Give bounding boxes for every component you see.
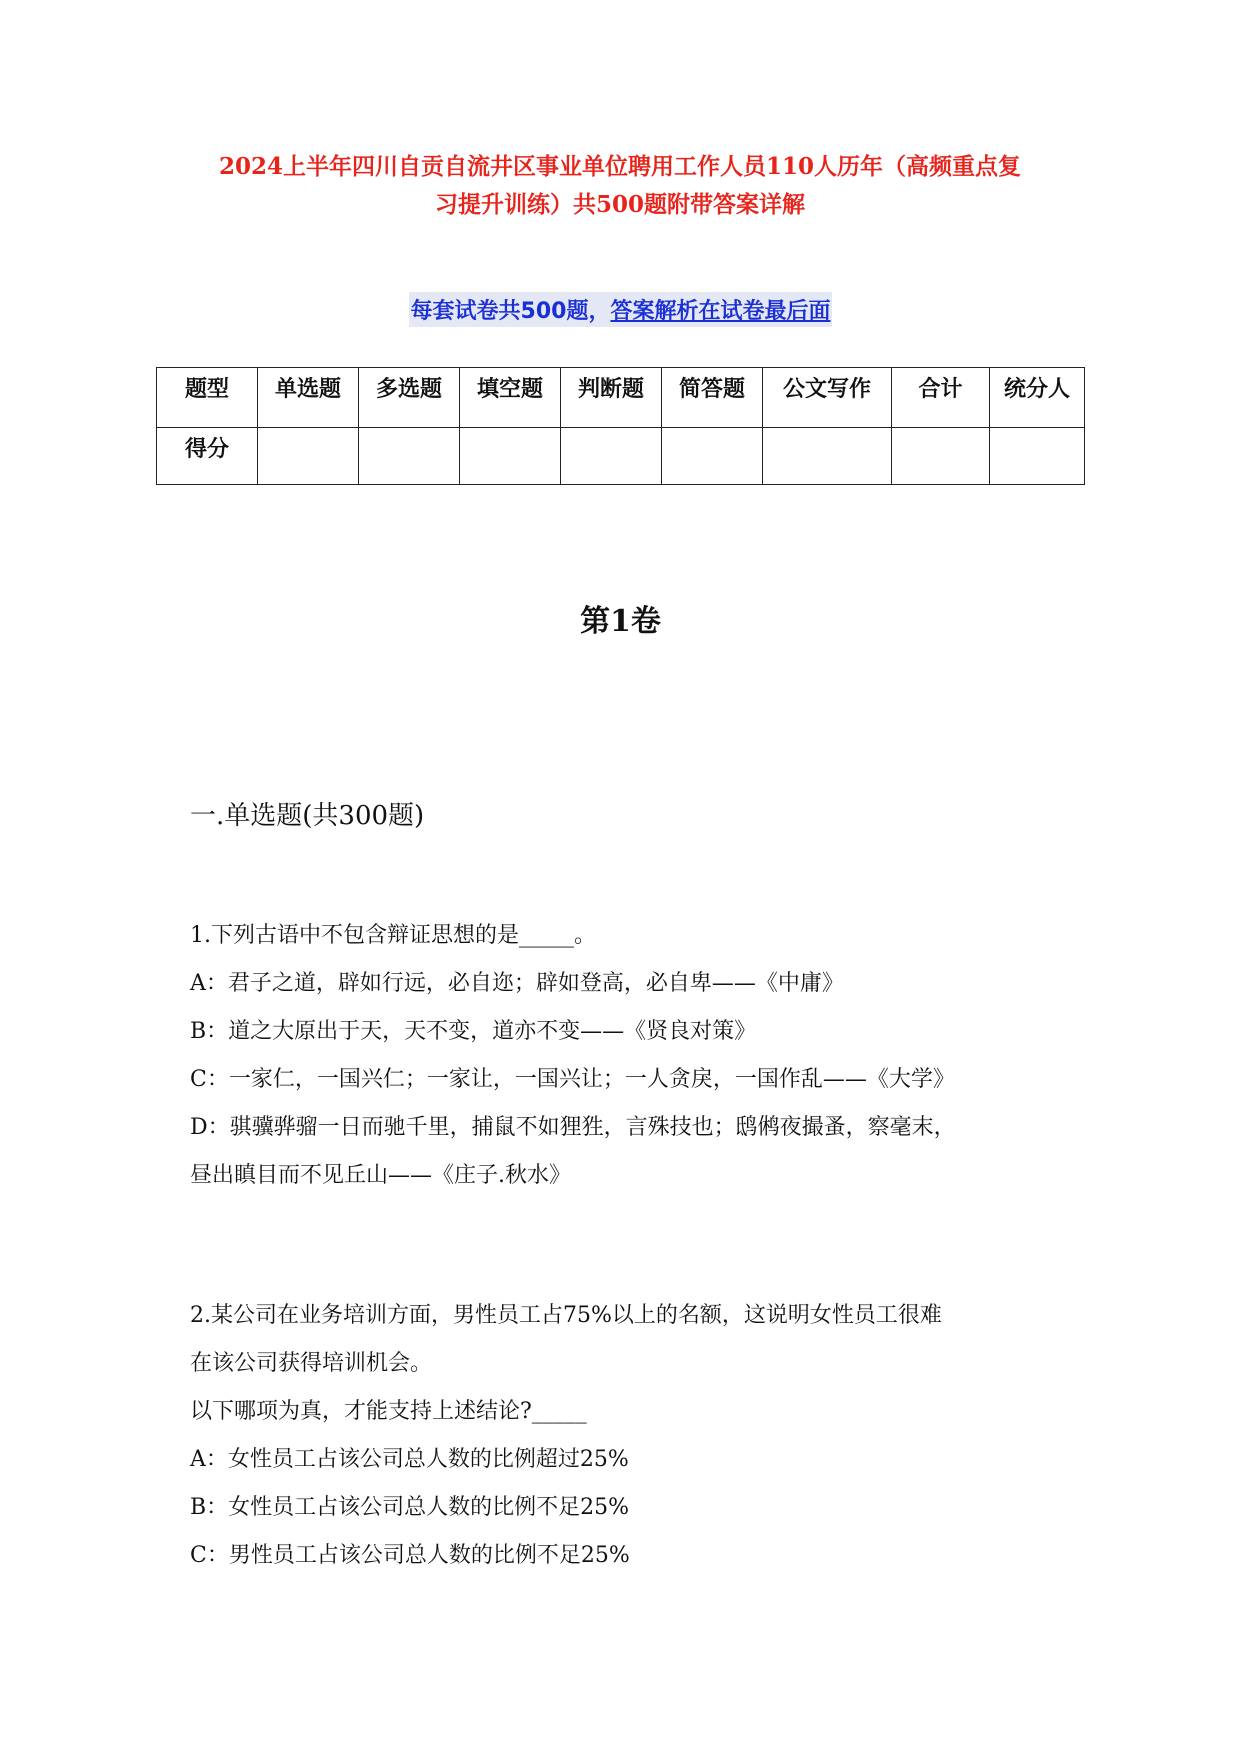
score-cell <box>359 428 460 485</box>
section-title: 一.单选题(共300题) <box>190 801 425 831</box>
title-line-1: 2024上半年四川自贡自流井区事业单位聘用工作人员110人历年（高频重点复 <box>218 153 1022 180</box>
notice-banner <box>409 292 833 327</box>
question-line: 2.某公司在业务培训方面，男性员工占75%以上的名额，这说明女性员工很难 <box>190 1303 942 1328</box>
score-cell <box>662 428 763 485</box>
question-1 <box>190 912 1070 1200</box>
header-cell: 判断题 <box>561 368 662 428</box>
header-cell: 题型 <box>157 368 258 428</box>
question-option: 昼出瞋目而不见丘山——《庄子.秋水》 <box>190 1163 571 1188</box>
score-cell <box>258 428 359 485</box>
score-cell <box>460 428 561 485</box>
notice-plain: 每套试卷共500题， <box>410 299 611 324</box>
score-cell <box>892 428 990 485</box>
notice-underlined: 答案解析在试卷最后面 <box>610 299 831 324</box>
question-option: A：女性员工占该公司总人数的比例超过25% <box>190 1447 629 1472</box>
question-option: B：道之大原出于天，天不变，道亦不变——《贤良对策》 <box>190 1019 757 1044</box>
score-table-header-row <box>157 368 1085 428</box>
title-line-2: 习提升训练）共500题附带答案详解 <box>434 191 805 218</box>
header-cell: 简答题 <box>662 368 763 428</box>
question-line: 以下哪项为真，才能支持上述结论?_____ <box>190 1399 587 1424</box>
question-option: A：君子之道，辟如行远，必自迩；辟如登高，必自卑——《中庸》 <box>190 971 844 996</box>
score-cell <box>990 428 1085 485</box>
question-line: 在该公司获得培训机会。 <box>190 1351 433 1376</box>
document-title <box>150 148 1090 224</box>
question-line: 1.下列古语中不包含辩证思想的是_____。 <box>190 923 596 948</box>
header-cell: 合计 <box>892 368 990 428</box>
header-cell: 统分人 <box>990 368 1085 428</box>
score-table-score-row <box>157 428 1085 485</box>
score-cell <box>763 428 892 485</box>
question-option: B：女性员工占该公司总人数的比例不足25% <box>190 1495 630 1520</box>
volume-title: 第1卷 <box>580 604 661 639</box>
question-option: C：男性员工占该公司总人数的比例不足25% <box>190 1543 630 1568</box>
notice-row <box>0 292 1241 327</box>
question-2 <box>190 1292 1070 1580</box>
header-cell: 填空题 <box>460 368 561 428</box>
score-table <box>156 367 1085 485</box>
score-row-label: 得分 <box>157 428 258 485</box>
score-cell <box>561 428 662 485</box>
header-cell: 多选题 <box>359 368 460 428</box>
question-option: C：一家仁，一国兴仁；一家让，一国兴让；一人贪戾，一国作乱——《大学》 <box>190 1067 955 1092</box>
question-option: D：骐骥骅骝一日而驰千里，捕鼠不如狸狌，言殊技也；鸱鸺夜撮蚤，察毫末， <box>190 1115 956 1140</box>
header-cell: 公文写作 <box>763 368 892 428</box>
header-cell: 单选题 <box>258 368 359 428</box>
